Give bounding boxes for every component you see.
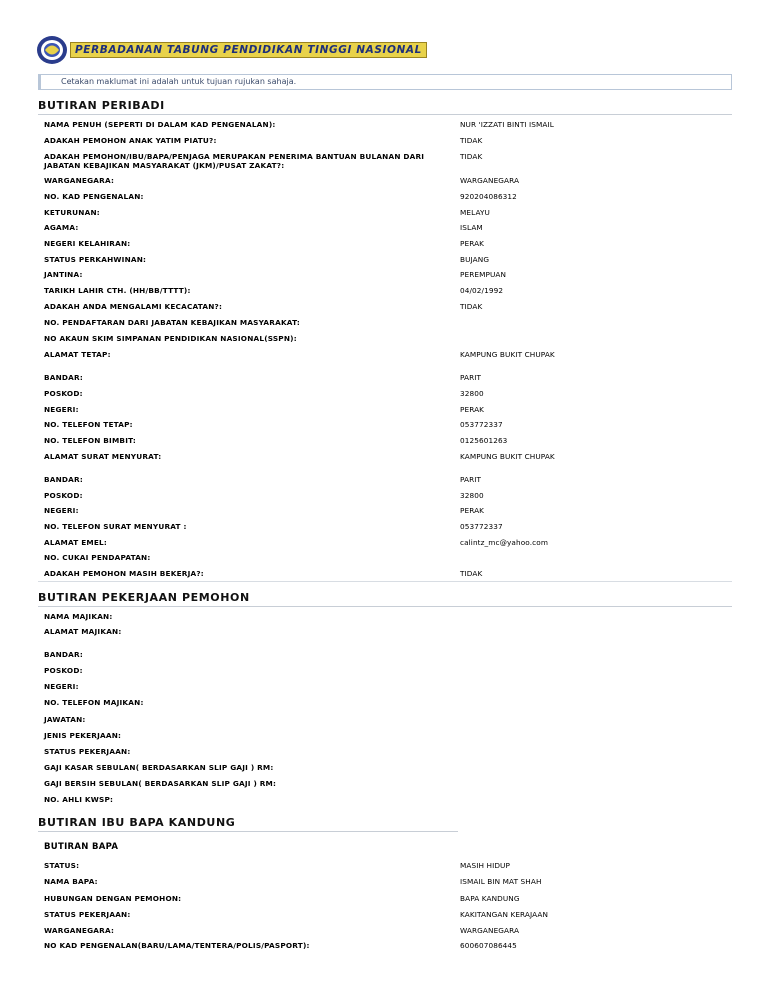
field-label: NO. CUKAI PENDAPATAN: [44,553,151,562]
detail-row [38,318,732,332]
field-value: 600607086445 [460,941,517,950]
detail-row [38,627,732,641]
field-label: ADAKAH PEMOHON MASIH BEKERJA?: [44,569,204,578]
field-value: BUJANG [460,255,490,264]
field-value: MASIH HIDUP [460,861,510,870]
section-divider [38,606,732,607]
detail-row [38,553,732,567]
detail-row [38,522,732,536]
field-label: HUBUNGAN DENGAN PEMOHON: [44,894,182,903]
field-label: ALAMAT TETAP: [44,350,111,359]
field-label: NO. AHLI KWSP: [44,795,114,804]
field-label: NAMA BAPA: [44,877,98,886]
header-banner: PERBADANAN TABUNG PENDIDIKAN TINGGI NASIONAL [70,42,427,58]
subsection-title: BUTIRAN BAPA [44,842,119,852]
field-label: NO. TELEFON BIMBIT: [44,436,137,445]
detail-row [38,877,732,891]
field-value: TIDAK [460,302,483,311]
detail-row [38,666,732,680]
reference-notice [38,74,732,90]
field-value: NUR 'IZZATI BINTI ISMAIL [460,120,554,129]
field-label: JENIS PEKERJAAN: [44,731,122,740]
field-label: NO. KAD PENGENALAN: [44,192,144,201]
section-divider [38,114,732,115]
detail-row [38,506,732,520]
detail-row [38,373,732,387]
detail-row [38,208,732,222]
field-value: 04/02/1992 [460,286,504,295]
field-label: POSKOD: [44,666,83,675]
notice-text: Cetakan maklumat ini adalah untuk tujuan rujukan sahaja. [61,77,297,86]
field-value: BAPA KANDUNG [460,894,520,903]
detail-row [38,152,732,170]
field-label: TARIKH LAHIR CTH. (HH/BB/TTTT): [44,286,191,295]
field-label: NO KAD PENGENALAN(BARU/LAMA/TENTERA/POLIS/PASPORT): [44,941,310,950]
field-value: 053772337 [460,522,503,531]
detail-row [38,302,732,316]
detail-row [38,136,732,150]
field-label: ALAMAT SURAT MENYURAT: [44,452,162,461]
detail-row [38,538,732,552]
field-label: ADAKAH ANDA MENGALAMI KECACATAN?: [44,302,223,311]
field-label: NAMA PENUH (SEPERTI DI DALAM KAD PENGENALAN): [44,120,276,129]
section-title: BUTIRAN PERIBADI [38,99,165,112]
field-value: KAMPUNG BUKIT CHUPAK [460,350,555,359]
section-divider [38,831,458,832]
field-label: NO AKAUN SKIM SIMPANAN PENDIDIKAN NASIONAL(SSPN): [44,334,297,343]
detail-row [38,334,732,348]
detail-row [38,255,732,269]
detail-row [38,926,732,940]
field-label: NO. TELEFON MAJIKAN: [44,698,144,707]
field-label: POSKOD: [44,491,83,500]
field-value: 0125601263 [460,436,508,445]
field-value: PERAK [460,239,485,248]
field-value: KAMPUNG BUKIT CHUPAK [460,452,555,461]
field-value: WARGANEGARA [460,926,520,935]
detail-row [38,405,732,419]
field-label: AGAMA: [44,223,79,232]
field-label: NO. PENDAFTARAN DARI JABATAN KEBAJIKAN MASYARAKAT: [44,318,300,327]
detail-row [38,420,732,434]
field-label: WARGANEGARA: [44,926,115,935]
detail-row [38,861,732,875]
ptptn-logo-icon [36,35,68,65]
detail-row [38,270,732,284]
field-label: NO. TELEFON SURAT MENYURAT : [44,522,187,531]
detail-row [38,715,732,729]
field-label: STATUS PERKAHWINAN: [44,255,147,264]
detail-row [38,682,732,696]
detail-row [38,452,732,466]
field-label: JAWATAN: [44,715,86,724]
field-value: 920204086312 [460,192,517,201]
field-value: 053772337 [460,420,503,429]
detail-row [38,350,732,364]
field-value: TIDAK [460,569,483,578]
field-value: ISLAM [460,223,483,232]
field-label: KETURUNAN: [44,208,100,217]
detail-row [38,176,732,190]
detail-row [38,286,732,300]
section-title: BUTIRAN PEKERJAAN PEMOHON [38,591,250,604]
detail-row [38,795,732,809]
field-label: NAMA MAJIKAN: [44,612,113,621]
detail-row [38,941,732,955]
field-label: ALAMAT MAJIKAN: [44,627,122,636]
field-label: NEGERI: [44,682,79,691]
field-label: STATUS PEKERJAAN: [44,910,131,919]
detail-row [38,491,732,505]
field-value: ISMAIL BIN MAT SHAH [460,877,542,886]
field-value: TIDAK [460,152,483,161]
field-value: PERAK [460,405,485,414]
field-label: ADAKAH PEMOHON/IBU/BAPA/PENJAGA MERUPAKAN PENERIMA BANTUAN BULANAN DARI JABATAN KEBAJIKAN MASYARAKAT (JKM)/PUSAT ZAKAT?: [44,152,425,170]
field-value: MELAYU [460,208,490,217]
detail-row [38,698,732,712]
detail-row [38,239,732,253]
field-label: STATUS PEKERJAAN: [44,747,131,756]
field-label: NO. TELEFON TETAP: [44,420,133,429]
field-value: PARIT [460,373,482,382]
detail-row [38,223,732,237]
detail-row [38,731,732,745]
field-label: POSKOD: [44,389,83,398]
field-label: STATUS: [44,861,80,870]
field-value: 32800 [460,389,484,398]
section-title: BUTIRAN IBU BAPA KANDUNG [38,816,236,829]
field-label: NEGERI KELAHIRAN: [44,239,131,248]
field-label: BANDAR: [44,650,83,659]
field-label: ADAKAH PEMOHON ANAK YATIM PIATU?: [44,136,217,145]
field-value: WARGANEGARA [460,176,520,185]
page-header [36,35,422,67]
field-label: WARGANEGARA: [44,176,115,185]
field-label: JANTINA: [44,270,83,279]
field-label: BANDAR: [44,475,83,484]
field-value: KAKITANGAN KERAJAAN [460,910,549,919]
detail-row [38,910,732,924]
field-label: NEGERI: [44,506,79,515]
field-label: BANDAR: [44,373,83,382]
field-value: calintz_mc@yahoo.com [460,538,549,547]
detail-row [38,747,732,761]
detail-row [38,763,732,777]
field-value: 32800 [460,491,484,500]
field-value: PEREMPUAN [460,270,507,279]
detail-row [38,389,732,403]
detail-row [38,612,732,626]
field-value: TIDAK [460,136,483,145]
detail-row [38,475,732,489]
detail-row [38,120,732,134]
detail-row [38,436,732,450]
field-value: PERAK [460,506,485,515]
field-label: NEGERI: [44,405,79,414]
field-label: ALAMAT EMEL: [44,538,108,547]
section-end-divider [38,581,732,582]
detail-row [38,779,732,793]
detail-row [38,894,732,908]
field-label: GAJI BERSIH SEBULAN( BERDASARKAN SLIP GAJI ) RM: [44,779,277,788]
detail-row [38,192,732,206]
field-value: PARIT [460,475,482,484]
detail-row [38,650,732,664]
field-label: GAJI KASAR SEBULAN( BERDASARKAN SLIP GAJI ) RM: [44,763,274,772]
